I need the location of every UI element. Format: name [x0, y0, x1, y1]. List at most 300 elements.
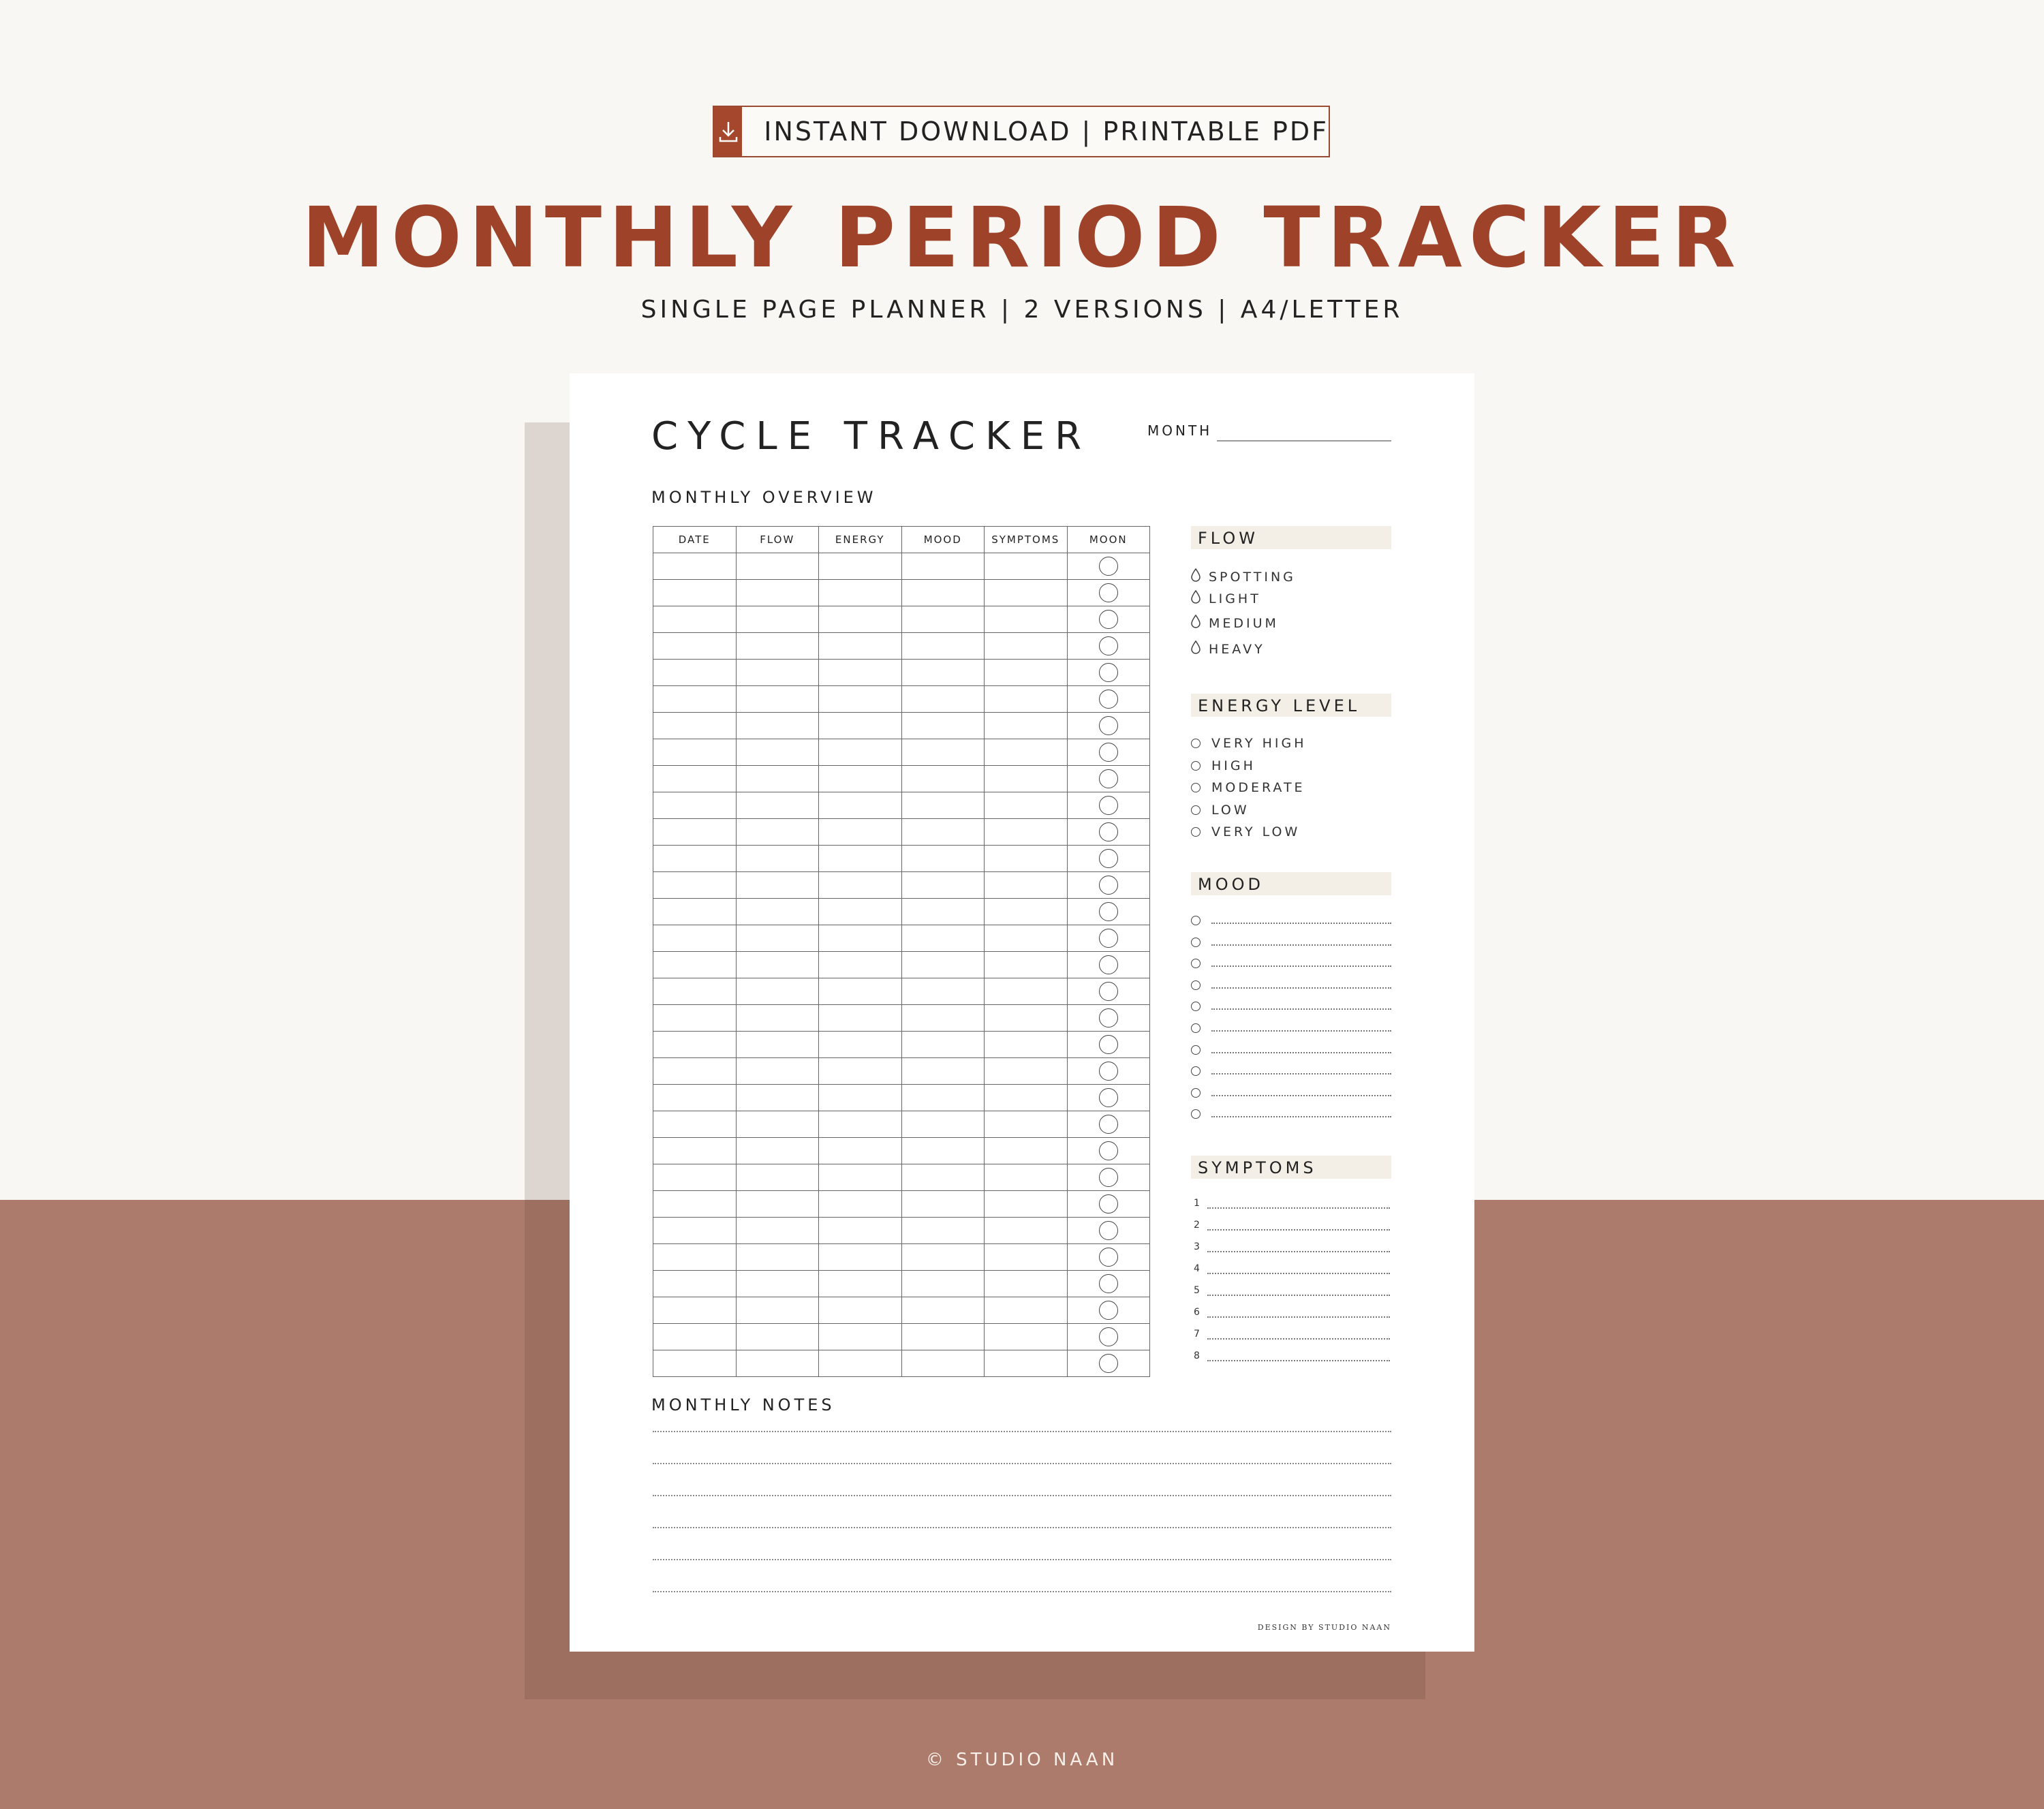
table-cell[interactable] [653, 1085, 737, 1111]
mood-entry-line[interactable] [1191, 916, 1391, 925]
table-row [653, 1085, 1150, 1111]
energy-option[interactable] [1191, 736, 1307, 751]
table-cell[interactable] [985, 899, 1068, 925]
flow-option[interactable] [1191, 640, 1265, 658]
table-cell[interactable] [901, 1324, 985, 1350]
table-cell[interactable] [736, 1271, 819, 1297]
table-cell[interactable] [901, 978, 985, 1005]
table-cell[interactable] [653, 1164, 737, 1191]
table-cell[interactable] [901, 872, 985, 899]
dotted-line [1207, 1312, 1390, 1318]
table-cell[interactable] [901, 553, 985, 580]
symptom-entry-line[interactable] [1194, 1220, 1390, 1231]
moon-circle-icon[interactable] [1099, 1248, 1118, 1267]
table-cell[interactable] [819, 925, 902, 952]
table-cell[interactable] [985, 792, 1068, 819]
mood-entry-line[interactable] [1191, 1023, 1391, 1033]
table-row [653, 952, 1150, 978]
table-cell[interactable] [653, 553, 737, 580]
table-cell[interactable] [901, 766, 985, 792]
table-row [653, 1350, 1150, 1377]
table-cell[interactable] [653, 846, 737, 872]
symptom-number: 4 [1194, 1263, 1200, 1274]
table-cell[interactable] [653, 633, 737, 660]
moon-circle-icon[interactable] [1099, 1035, 1118, 1054]
table-cell[interactable] [819, 686, 902, 713]
moon-circle-icon[interactable] [1099, 636, 1118, 655]
table-cell[interactable] [1067, 1164, 1150, 1191]
table-cell[interactable] [736, 1164, 819, 1191]
symptom-number: 2 [1194, 1220, 1200, 1231]
table-cell[interactable] [1067, 899, 1150, 925]
table-cell[interactable] [1067, 1032, 1150, 1058]
table-cell[interactable] [1067, 660, 1150, 686]
symptom-number: 8 [1194, 1350, 1200, 1361]
table-cell[interactable] [653, 739, 737, 766]
table-cell[interactable] [1067, 739, 1150, 766]
table-cell[interactable] [1067, 606, 1150, 633]
symptom-entry-line[interactable] [1194, 1329, 1390, 1340]
table-cell[interactable] [653, 1271, 737, 1297]
table-cell[interactable] [819, 766, 902, 792]
moon-circle-icon[interactable] [1099, 929, 1118, 948]
table-cell[interactable] [901, 713, 985, 739]
table-cell[interactable] [819, 660, 902, 686]
table-cell[interactable] [1067, 1138, 1150, 1164]
table-cell[interactable] [985, 713, 1068, 739]
moon-circle-icon[interactable] [1099, 1141, 1118, 1160]
moon-circle-icon[interactable] [1099, 955, 1118, 974]
symptom-entry-line[interactable] [1194, 1350, 1390, 1361]
table-row [653, 580, 1150, 606]
symptom-entry-line[interactable] [1194, 1198, 1390, 1209]
mood-entry-line[interactable] [1191, 938, 1391, 947]
table-cell[interactable] [819, 739, 902, 766]
table-cell[interactable] [653, 713, 737, 739]
table-cell[interactable] [901, 1058, 985, 1085]
dotted-line [1207, 1203, 1390, 1209]
table-cell[interactable] [736, 553, 819, 580]
table-cell[interactable] [736, 1350, 819, 1377]
sheet-title: CYCLE TRACKER [651, 414, 1092, 459]
table-row [653, 899, 1150, 925]
table-cell[interactable] [901, 1005, 985, 1032]
moon-circle-icon[interactable] [1099, 583, 1118, 602]
table-cell[interactable] [1067, 1324, 1150, 1350]
energy-option[interactable] [1191, 780, 1305, 795]
table-cell[interactable] [1067, 1271, 1150, 1297]
table-cell[interactable] [819, 606, 902, 633]
table-cell[interactable] [1067, 872, 1150, 899]
table-row [653, 978, 1150, 1005]
table-cell[interactable] [653, 1244, 737, 1271]
table-cell[interactable] [653, 1058, 737, 1085]
table-cell[interactable] [736, 1244, 819, 1271]
table-cell[interactable] [1067, 633, 1150, 660]
table-cell[interactable] [819, 1191, 902, 1218]
table-cell[interactable] [901, 1271, 985, 1297]
table-cell[interactable] [736, 899, 819, 925]
table-cell[interactable] [985, 1085, 1068, 1111]
table-cell[interactable] [1067, 792, 1150, 819]
table-cell[interactable] [653, 1350, 737, 1377]
table-cell[interactable] [1067, 1191, 1150, 1218]
radio-circle-icon [1191, 761, 1201, 771]
table-cell[interactable] [901, 633, 985, 660]
table-cell[interactable] [653, 766, 737, 792]
moon-circle-icon[interactable] [1099, 1115, 1118, 1134]
table-cell[interactable] [901, 606, 985, 633]
table-cell[interactable] [819, 1244, 902, 1271]
table-cell[interactable] [736, 872, 819, 899]
moon-circle-icon[interactable] [1099, 1168, 1118, 1187]
table-cell[interactable] [736, 633, 819, 660]
table-cell[interactable] [653, 792, 737, 819]
symptom-number: 5 [1194, 1285, 1200, 1296]
table-cell[interactable] [1067, 553, 1150, 580]
moon-circle-icon[interactable] [1099, 1062, 1118, 1081]
moon-circle-icon[interactable] [1099, 849, 1118, 868]
symptom-entry-line[interactable] [1194, 1263, 1390, 1274]
table-cell[interactable] [985, 846, 1068, 872]
notes-dotted-line[interactable] [653, 1591, 1391, 1592]
table-cell[interactable] [819, 1032, 902, 1058]
table-cell[interactable] [1067, 1218, 1150, 1244]
table-cell[interactable] [653, 1032, 737, 1058]
energy-option[interactable] [1191, 803, 1250, 818]
mood-entry-line[interactable] [1191, 1002, 1391, 1011]
symptom-entry-line[interactable] [1194, 1241, 1390, 1252]
energy-header: ENERGY LEVEL [1191, 694, 1391, 717]
table-cell[interactable] [985, 1032, 1068, 1058]
moon-circle-icon[interactable] [1099, 876, 1118, 895]
notes-dotted-line[interactable] [653, 1431, 1391, 1432]
table-cell[interactable] [985, 1297, 1068, 1324]
moon-circle-icon[interactable] [1099, 1327, 1118, 1346]
table-cell[interactable] [901, 1297, 985, 1324]
table-cell[interactable] [901, 1218, 985, 1244]
moon-circle-icon[interactable] [1099, 557, 1118, 576]
table-cell[interactable] [1067, 846, 1150, 872]
table-cell[interactable] [901, 925, 985, 952]
table-cell[interactable] [736, 606, 819, 633]
table-row [653, 792, 1150, 819]
table-cell[interactable] [736, 1058, 819, 1085]
radio-circle-icon [1191, 1045, 1201, 1055]
table-cell[interactable] [653, 925, 737, 952]
table-cell[interactable] [819, 553, 902, 580]
table-cell[interactable] [985, 1271, 1068, 1297]
table-cell[interactable] [985, 686, 1068, 713]
mood-entry-line[interactable] [1191, 1045, 1391, 1055]
dotted-line [1211, 982, 1391, 989]
symptom-entry-line[interactable] [1194, 1307, 1390, 1318]
table-cell[interactable] [736, 1085, 819, 1111]
table-cell[interactable] [901, 660, 985, 686]
moon-circle-icon[interactable] [1099, 610, 1118, 629]
flow-option-label: LIGHT [1209, 591, 1261, 606]
table-cell[interactable] [819, 1271, 902, 1297]
column-header-moon: MOON [1067, 527, 1150, 553]
table-cell[interactable] [1067, 1085, 1150, 1111]
table-cell[interactable] [985, 580, 1068, 606]
table-row [653, 739, 1150, 766]
energy-option[interactable] [1191, 824, 1300, 839]
table-cell[interactable] [653, 978, 737, 1005]
table-row [653, 1297, 1150, 1324]
moon-circle-icon[interactable] [1099, 769, 1118, 788]
table-cell[interactable] [819, 846, 902, 872]
table-cell[interactable] [653, 1005, 737, 1032]
table-cell[interactable] [819, 1138, 902, 1164]
table-cell[interactable] [985, 1191, 1068, 1218]
table-cell[interactable] [901, 1032, 985, 1058]
table-cell[interactable] [985, 1111, 1068, 1138]
table-cell[interactable] [819, 1164, 902, 1191]
symptoms-header: SYMPTOMS [1191, 1156, 1391, 1179]
energy-option[interactable] [1191, 758, 1256, 773]
symptom-number: 3 [1194, 1241, 1200, 1252]
table-cell[interactable] [1067, 1058, 1150, 1085]
moon-circle-icon[interactable] [1099, 1301, 1118, 1320]
table-cell[interactable] [736, 580, 819, 606]
table-cell[interactable] [985, 633, 1068, 660]
dotted-line [1211, 1068, 1391, 1074]
table-cell[interactable] [901, 1164, 985, 1191]
table-cell[interactable] [901, 819, 985, 846]
table-cell[interactable] [1067, 978, 1150, 1005]
table-cell[interactable] [1067, 1297, 1150, 1324]
table-cell[interactable] [985, 872, 1068, 899]
table-cell[interactable] [985, 1005, 1068, 1032]
table-cell[interactable] [653, 1111, 737, 1138]
table-cell[interactable] [736, 1138, 819, 1164]
dotted-line [1207, 1247, 1390, 1252]
table-cell[interactable] [901, 1111, 985, 1138]
moon-circle-icon[interactable] [1099, 1088, 1118, 1107]
moon-circle-icon[interactable] [1099, 796, 1118, 815]
table-cell[interactable] [985, 819, 1068, 846]
table-cell[interactable] [736, 1191, 819, 1218]
table-cell[interactable] [736, 1297, 819, 1324]
table-cell[interactable] [736, 660, 819, 686]
month-label: MONTH [1147, 422, 1213, 439]
table-row [653, 819, 1150, 846]
table-cell[interactable] [736, 1111, 819, 1138]
table-row [653, 633, 1150, 660]
mood-entry-line[interactable] [1191, 959, 1391, 968]
table-cell[interactable] [819, 819, 902, 846]
table-cell[interactable] [736, 792, 819, 819]
table-cell[interactable] [901, 899, 985, 925]
table-cell[interactable] [653, 580, 737, 606]
table-cell[interactable] [1067, 1350, 1150, 1377]
table-cell[interactable] [653, 606, 737, 633]
table-cell[interactable] [819, 1324, 902, 1350]
notes-dotted-line[interactable] [653, 1463, 1391, 1464]
table-cell[interactable] [1067, 766, 1150, 792]
table-cell[interactable] [736, 1005, 819, 1032]
moon-circle-icon[interactable] [1099, 716, 1118, 735]
dotted-line [1211, 1003, 1391, 1010]
planner-sheet [570, 373, 1474, 1652]
column-header-flow: FLOW [736, 527, 819, 553]
table-cell[interactable] [819, 1218, 902, 1244]
moon-circle-icon[interactable] [1099, 1274, 1118, 1293]
moon-circle-icon[interactable] [1099, 902, 1118, 921]
notes-dotted-line[interactable] [653, 1495, 1391, 1496]
table-cell[interactable] [819, 1111, 902, 1138]
table-cell[interactable] [653, 952, 737, 978]
table-cell[interactable] [736, 686, 819, 713]
mood-entry-line[interactable] [1191, 980, 1391, 990]
table-cell[interactable] [819, 978, 902, 1005]
moon-circle-icon[interactable] [1099, 982, 1118, 1001]
radio-circle-icon [1191, 783, 1201, 792]
table-cell[interactable] [901, 1191, 985, 1218]
table-row [653, 1164, 1150, 1191]
table-cell[interactable] [901, 952, 985, 978]
droplet-icon [1191, 590, 1201, 607]
table-cell[interactable] [1067, 1111, 1150, 1138]
notes-dotted-line[interactable] [653, 1527, 1391, 1528]
symptom-number: 1 [1194, 1198, 1200, 1209]
table-cell[interactable] [985, 766, 1068, 792]
table-cell[interactable] [1067, 713, 1150, 739]
table-cell[interactable] [736, 952, 819, 978]
table-cell[interactable] [985, 1164, 1068, 1191]
dotted-line [1211, 1025, 1391, 1032]
table-cell[interactable] [736, 846, 819, 872]
moon-circle-icon[interactable] [1099, 1194, 1118, 1213]
table-cell[interactable] [901, 1085, 985, 1111]
table-cell[interactable] [653, 660, 737, 686]
table-cell[interactable] [653, 872, 737, 899]
flow-option[interactable] [1191, 615, 1279, 632]
moon-circle-icon[interactable] [1099, 1008, 1118, 1027]
table-cell[interactable] [901, 792, 985, 819]
table-cell[interactable] [985, 1058, 1068, 1085]
flow-option[interactable] [1191, 568, 1296, 585]
moon-circle-icon[interactable] [1099, 743, 1118, 762]
table-cell[interactable] [1067, 925, 1150, 952]
table-cell[interactable] [985, 660, 1068, 686]
table-cell[interactable] [901, 739, 985, 766]
table-cell[interactable] [901, 1138, 985, 1164]
table-cell[interactable] [653, 899, 737, 925]
table-cell[interactable] [985, 553, 1068, 580]
mood-entry-line[interactable] [1191, 1109, 1391, 1119]
table-cell[interactable] [653, 686, 737, 713]
table-cell[interactable] [1067, 686, 1150, 713]
table-cell[interactable] [901, 846, 985, 872]
moon-circle-icon[interactable] [1099, 690, 1118, 709]
table-cell[interactable] [736, 978, 819, 1005]
table-cell[interactable] [653, 1324, 737, 1350]
table-cell[interactable] [985, 952, 1068, 978]
dotted-line [1211, 1089, 1391, 1096]
table-cell[interactable] [819, 872, 902, 899]
table-cell[interactable] [736, 713, 819, 739]
table-cell[interactable] [1067, 952, 1150, 978]
table-row [653, 1032, 1150, 1058]
dotted-line [1207, 1225, 1390, 1231]
table-cell[interactable] [819, 1350, 902, 1377]
table-cell[interactable] [736, 1218, 819, 1244]
table-row [653, 686, 1150, 713]
table-cell[interactable] [653, 819, 737, 846]
table-cell[interactable] [985, 739, 1068, 766]
table-cell[interactable] [985, 1244, 1068, 1271]
table-cell[interactable] [985, 606, 1068, 633]
moon-circle-icon[interactable] [1099, 822, 1118, 841]
table-cell[interactable] [1067, 580, 1150, 606]
table-cell[interactable] [985, 925, 1068, 952]
table-cell[interactable] [985, 1324, 1068, 1350]
table-cell[interactable] [819, 1005, 902, 1032]
moon-circle-icon[interactable] [1099, 1354, 1118, 1373]
table-cell[interactable] [736, 739, 819, 766]
table-cell[interactable] [653, 1191, 737, 1218]
table-row [653, 1324, 1150, 1350]
table-cell[interactable] [1067, 1244, 1150, 1271]
table-cell[interactable] [901, 1350, 985, 1377]
radio-circle-icon [1191, 1023, 1201, 1033]
table-cell[interactable] [901, 580, 985, 606]
table-cell[interactable] [819, 1297, 902, 1324]
table-cell[interactable] [985, 1218, 1068, 1244]
table-cell[interactable] [736, 766, 819, 792]
flow-header: FLOW [1191, 526, 1391, 549]
mood-entry-line[interactable] [1191, 1066, 1391, 1076]
table-cell[interactable] [653, 1297, 737, 1324]
moon-circle-icon[interactable] [1099, 663, 1118, 682]
table-cell[interactable] [819, 633, 902, 660]
table-cell[interactable] [819, 713, 902, 739]
radio-circle-icon [1191, 980, 1201, 990]
table-cell[interactable] [1067, 1005, 1150, 1032]
table-cell[interactable] [653, 1138, 737, 1164]
table-cell[interactable] [736, 1324, 819, 1350]
table-cell[interactable] [819, 899, 902, 925]
table-cell[interactable] [819, 1058, 902, 1085]
mood-entry-line[interactable] [1191, 1088, 1391, 1098]
table-cell[interactable] [819, 792, 902, 819]
table-cell[interactable] [819, 580, 902, 606]
table-cell[interactable] [985, 1350, 1068, 1377]
table-row [653, 606, 1150, 633]
table-row [653, 713, 1150, 739]
table-cell[interactable] [736, 925, 819, 952]
table-cell[interactable] [819, 952, 902, 978]
table-cell[interactable] [819, 1085, 902, 1111]
energy-option-label: VERY HIGH [1211, 736, 1307, 751]
table-cell[interactable] [736, 819, 819, 846]
symptom-entry-line[interactable] [1194, 1285, 1390, 1296]
table-cell[interactable] [901, 1244, 985, 1271]
table-cell[interactable] [653, 1218, 737, 1244]
table-cell[interactable] [985, 978, 1068, 1005]
table-cell[interactable] [985, 1138, 1068, 1164]
dotted-line [1211, 1047, 1391, 1053]
table-cell[interactable] [736, 1032, 819, 1058]
notes-dotted-line[interactable] [653, 1559, 1391, 1560]
flow-option[interactable] [1191, 590, 1261, 607]
dotted-line [1211, 917, 1391, 924]
table-cell[interactable] [1067, 819, 1150, 846]
moon-circle-icon[interactable] [1099, 1221, 1118, 1240]
table-cell[interactable] [901, 686, 985, 713]
